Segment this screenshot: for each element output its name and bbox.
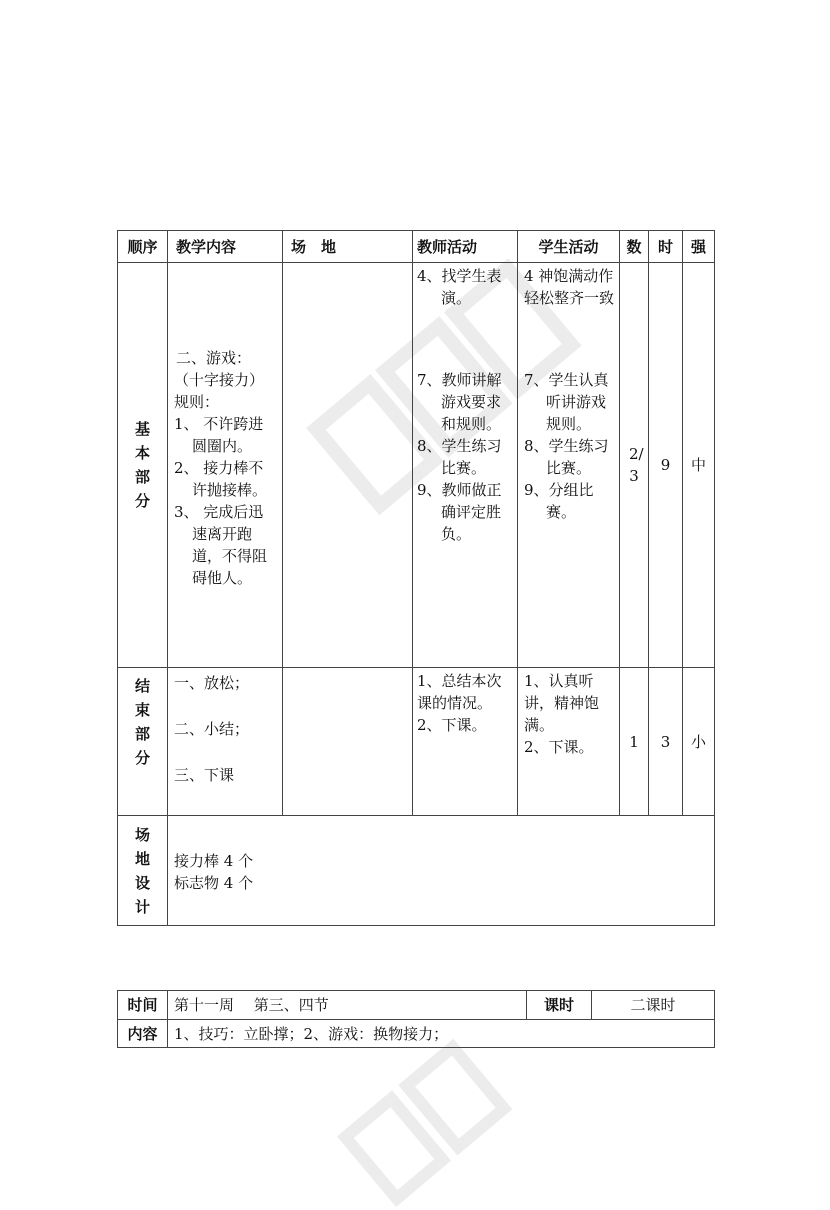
- basic-student-cell: [518, 263, 620, 668]
- student-line: 8、学生练习比赛。: [524, 437, 609, 477]
- end-student-cell: [518, 668, 620, 816]
- basic-count-cell: [620, 263, 649, 668]
- end-part-label: [118, 668, 168, 816]
- header-site: 场 地: [283, 231, 413, 263]
- header-content: 教学内容: [168, 231, 283, 263]
- lesson-info-table: [117, 990, 715, 1048]
- site-line: 标志物 4 个: [174, 873, 254, 892]
- basic-part-label: [118, 263, 168, 668]
- label-text: 结束部分: [134, 677, 150, 767]
- content-line: 二、小结；: [174, 720, 250, 738]
- content-line: 规则：: [174, 393, 220, 411]
- count-value: 2/3: [629, 445, 644, 485]
- header-student: 学生活动: [518, 231, 620, 263]
- content-label: 内容: [118, 1020, 168, 1048]
- header-time: 时: [649, 231, 683, 263]
- teacher-line: 7、教师讲解游戏要求和规则。: [417, 371, 502, 433]
- period-label: 课时: [527, 991, 592, 1020]
- student-line: 4 神饱满动作轻松整齐一致: [524, 267, 615, 307]
- teacher-line: 1、总结本次课的情况。: [417, 672, 502, 712]
- time-label: 时间: [118, 991, 168, 1020]
- content-value: 1、技巧：立卧撑；2、游戏：换物接力；: [168, 1020, 715, 1048]
- end-part-row: [118, 668, 715, 816]
- content-line: 三、下课: [174, 766, 235, 784]
- student-line: 9、分组比赛。: [524, 481, 594, 521]
- end-site-cell: [283, 668, 413, 816]
- end-count-cell: 1: [620, 668, 649, 816]
- basic-part-row: [118, 263, 715, 668]
- content-line: 1、 不许跨进圆圈内。: [174, 415, 264, 455]
- content-line: 二、游戏：: [176, 349, 252, 367]
- header-order: 顺序: [118, 231, 168, 263]
- student-line: 2、下课。: [524, 738, 594, 756]
- end-time-cell: 3: [649, 668, 683, 816]
- content-line: 3、 完成后迅速离开跑道，不得阻碍他人。: [174, 503, 268, 587]
- basic-intensity-cell: 中: [683, 263, 715, 668]
- student-line: 1、认真听讲，精神饱满。: [524, 672, 600, 734]
- content-line: 一、放松；: [174, 674, 250, 692]
- content-line: 2、 接力棒不许抛接棒。: [174, 459, 268, 499]
- basic-teacher-cell: [413, 263, 518, 668]
- content-row: [118, 1020, 715, 1048]
- site-line: 接力棒 4 个: [174, 851, 254, 870]
- end-teacher-cell: [413, 668, 518, 816]
- teacher-line: 4、找学生表演。: [417, 267, 502, 307]
- basic-time-cell: 9: [649, 263, 683, 668]
- teacher-line: 9、教师做正确评定胜负。: [417, 481, 502, 543]
- label-text: 基本部分: [134, 420, 150, 510]
- end-content-cell: [168, 668, 283, 816]
- end-intensity-cell: 小: [683, 668, 715, 816]
- label-text: 场地设计: [134, 825, 150, 916]
- period-value: 二课时: [592, 991, 715, 1020]
- header-intensity: 强: [683, 231, 715, 263]
- content-line: （十字接力）: [174, 371, 265, 389]
- header-row: [118, 231, 715, 263]
- site-design-label: [118, 816, 168, 926]
- student-line: 7、学生认真听讲游戏规则。: [524, 371, 609, 433]
- teacher-line: 2、下课。: [417, 716, 487, 734]
- time-row: [118, 991, 715, 1020]
- time-value: 第十一周 第三、四节: [168, 991, 527, 1020]
- site-design-cell: [168, 816, 715, 926]
- header-teacher: 教师活动: [413, 231, 518, 263]
- teacher-line: 8、学生练习比赛。: [417, 437, 502, 477]
- lesson-plan-table: [117, 230, 715, 926]
- site-design-row: [118, 816, 715, 926]
- basic-content-cell: [168, 263, 283, 668]
- header-count: 数: [620, 231, 649, 263]
- basic-site-cell: [283, 263, 413, 668]
